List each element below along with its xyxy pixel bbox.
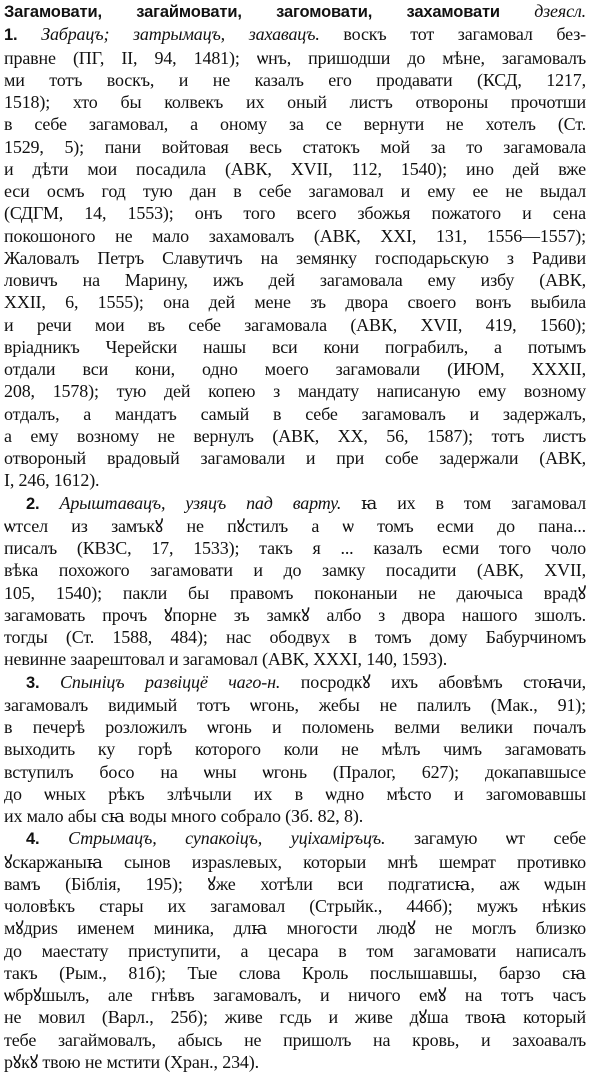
text-line: а ему возному не вернулъ (АВК, XX, 56, 1587); тотъ листъ [4, 425, 586, 446]
text-line: вріадникъ Черейски нашы вси кони пограбилъ, а потымъ [4, 336, 586, 357]
entry-headline [4, 0, 586, 23]
sense-number: 4. [26, 830, 40, 849]
text-line: 1518); хто бы колвекъ их оный листъ отвороны прочотши [4, 92, 586, 112]
text-line: до ѡных рѣкъ злѣчыли их в ѡдно мѣсто и загомовавшы [4, 783, 586, 804]
text-line: их мало абы сꙗ воды много собрало (Зб. 82, 8). [4, 806, 364, 826]
text-line: покошоного не мало захамовалъ (АВК, XXI, 131, 1556—1557); [4, 225, 586, 246]
text-line: загамовать прочъ ꙋпорне зъ замкꙋ албо з двора нашого зшолъ. [4, 604, 586, 625]
sense-definition: Арыштавацъ, узяцъ пад варту. [59, 492, 342, 513]
entry-sense-3 [4, 671, 586, 828]
text-line: в печерѣ розложилъ ѡгонь и поломень велми велики почалъ [4, 717, 586, 737]
text-line: тебе загаймовалъ, абысь не пришолъ на кровь, и захоавалъ [4, 1029, 586, 1050]
headword: Загамовати, загаймовати, загомовати, захамовати [4, 3, 500, 21]
text-line: и речи мои въ себе загамовала (АВК, XVII, 419, 1560); [4, 314, 586, 335]
text-line: ꙋскаржаныꙗ сынов израѕлевых, которыи мнѣ шемрат противко [4, 851, 586, 872]
text-line: XXII, 6, 1555); она дей мене зъ двора своего вонъ выбила [4, 292, 586, 313]
text-line: 208, 1578); тую дей копею з мандату написаную ему возному [4, 381, 586, 402]
entry-sense-2 [4, 492, 586, 671]
entry-sense-4 [4, 827, 586, 1073]
dictionary-page [4, 0, 586, 1073]
sense-definition: Спыніцъ развіццё чаго-н. [60, 671, 281, 692]
text-line: 105, 1540); пакли бы правомъ поконаныи не даючыса врадꙋ [4, 582, 586, 603]
text-line: писалъ (КВЗС, 17, 1533); такъ я ... казалъ есми того чоло [4, 538, 586, 558]
text-line: не мовил (Варл., 25б); живе гсдь и живе дꙋша твоꙗ который [4, 1007, 586, 1028]
text-line: Жаловалъ Петръ Славутичъ на земянку господарьскую з Радиви [4, 247, 586, 268]
text-line: тогды (Ст. 1588, 484); нас ободвух в томъ дому Бабурчиномъ [4, 627, 586, 647]
text-line: I, 246, 1612). [4, 470, 100, 491]
part-of-speech: дзеясл. [534, 1, 586, 21]
text-line: ми тотъ воскъ, и не казалъ его продавати (КСД, 1217, [4, 69, 586, 90]
text-line: ловичъ на Марину, ижъ дей загамовала ему избу (АВК, [4, 270, 586, 290]
text-line: 1529, 5); пани войтовая весь статокъ мой за то загамовала [4, 136, 586, 157]
text-line: мꙋдриѕ именем миника, длꙗ многости людꙋ не моглъ близко [4, 918, 586, 939]
entry-sense-1 [4, 0, 586, 492]
text-line: ѡтсел из замъкꙋ не пꙋстилъ а ѡ томъ есми до пана... [4, 515, 586, 536]
text-line: невинне заарештовал и загамовал (АВК, XXXI, 140, 1593). [4, 649, 448, 670]
sense-number: 2. [26, 494, 40, 513]
text-line: такъ (Рым., 81б); Тые слова Кроль послышавшы, барзо сꙗ [4, 962, 586, 983]
text-line: выходить ку горѣ которого коли не мѣлъ чимъ загамовать [4, 739, 586, 760]
sense-number: 1. [4, 26, 18, 45]
text-line: отвороный врадовый загамовали и при собе задержали (АВК, [4, 448, 586, 468]
text-line: ѡбрꙋшылъ, але гнѣвъ загамовалъ, и ничого емꙋ на тотъ часъ [4, 985, 586, 1005]
sense-number: 3. [26, 673, 40, 692]
text-line: до маестату приступити, а цесара в том загамовати написалъ [4, 940, 586, 961]
text-line: 4. Стрымацъ, супакоіцъ, уціхаміръцъ. загамую ѡт себе [26, 828, 586, 849]
text-line: отдалъ, а мандатъ самый в себе загамовалъ и задержалъ, [4, 403, 586, 424]
sense-definition: Забрацъ; затрымацъ, захавацъ. [41, 24, 320, 45]
text-line: рꙋкꙋ твою не мстити (Хран., 234). [4, 1051, 259, 1072]
text-line: правне (ПГ, II, 94, 1481); ѡнъ, пришодши до мѣне, загамовалъ [4, 47, 586, 68]
text-line: отдали вси кони, одно моего загамовали (ИЮМ, XXXII, [4, 359, 586, 379]
text-line: 2. Арыштавацъ, узяцъ пад варту. ꙗ их в том загамовал [26, 492, 586, 513]
text-line: (СДГМ, 14, 1553); онъ того всего збожья пожатого и сена [4, 203, 586, 224]
text-line: чоловѣкъ стары их загамовал (Стрыйк., 446б); мужъ нѣкиѕ [4, 896, 586, 916]
text-line: загамовалъ видимый тотъ ѡгонь, жебы не палилъ (Мак., 91); [4, 694, 586, 715]
sense-definition: Стрымацъ, супакоіцъ, уціхаміръцъ. [68, 828, 386, 849]
text-line: в себе загамовал, а оному за се вернути не хотелъ (Ст. [4, 114, 586, 135]
text-line: 3. Спыніцъ развіццё чаго-н. посродкꙋ ихъ абовѣмъ стоꙗчи, [26, 671, 587, 692]
text-line: и дѣти мои посадила (АВК, XVII, 112, 1540); ино дей вже [4, 158, 586, 179]
text-line: вамъ (Біблія, 195); ꙋже хотѣли вси подгатисꙗ, аж ѡдын [4, 873, 586, 894]
text-line: еси осмъ год тую дан в себе загамовал и ему ее не выдал [4, 181, 586, 201]
text-line: вѣка похожого загамовати и до замку посадити (АВК, XVII, [4, 560, 586, 581]
text-line: вступилъ босо на ѡны ѡгонь (Пралог, 627); докапавшысе [4, 761, 586, 782]
text-line: 1. Забрацъ; затрымацъ, захавацъ. воскъ тот загамовал без- [4, 24, 586, 45]
